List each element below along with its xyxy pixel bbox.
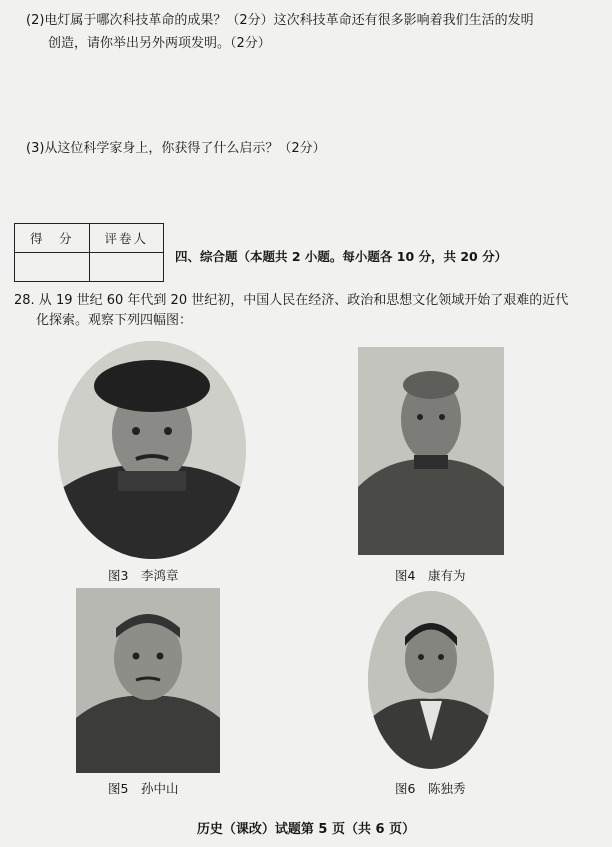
portrait-li-hongzhang [58,341,246,559]
portrait-chen-duxiu-image [368,591,494,769]
question-2-line-2: 创造，请你举出另外两项发明。（2分） [48,36,271,51]
grader-cell[interactable] [89,253,164,282]
grader-label: 评卷人 [89,224,164,253]
portrait-sun-zhongshan [76,588,220,773]
question-28-line-1: 28. 从 19 世纪 60 年代到 20 世纪初，中国人民在经济、政治和思想文化领域开始了艰难的近代 [14,293,569,308]
question-3: (3)从这位科学家身上，你获得了什么启示？（2分） [26,141,326,156]
portrait-li-hongzhang-image [58,341,246,559]
portrait-sun-zhongshan-image [76,588,220,773]
portrait-kang-youwei [358,347,504,555]
figure-3-caption: 图3 李鸿章 [108,568,179,583]
section-title: 四、综合题（本题共 2 小题。每小题各 10 分，共 20 分） [175,249,508,264]
score-label: 得 分 [15,224,90,253]
score-cell[interactable] [15,253,90,282]
page-footer: 历史（课改）试题第 5 页（共 6 页） [196,822,416,837]
portrait-chen-duxiu [368,591,494,769]
figure-6-caption: 图6 陈独秀 [395,781,466,796]
portrait-kang-youwei-image [358,347,504,555]
question-28-line-2: 化探索。观察下列四幅图： [36,313,193,328]
question-2-line-1: (2)电灯属于哪次科技革命的成果？（2分）这次科技革命还有很多影响着我们生活的发明 [26,13,534,28]
figure-4-caption: 图4 康有为 [395,568,466,583]
figure-5-caption: 图5 孙中山 [108,781,179,796]
score-table [14,223,164,282]
